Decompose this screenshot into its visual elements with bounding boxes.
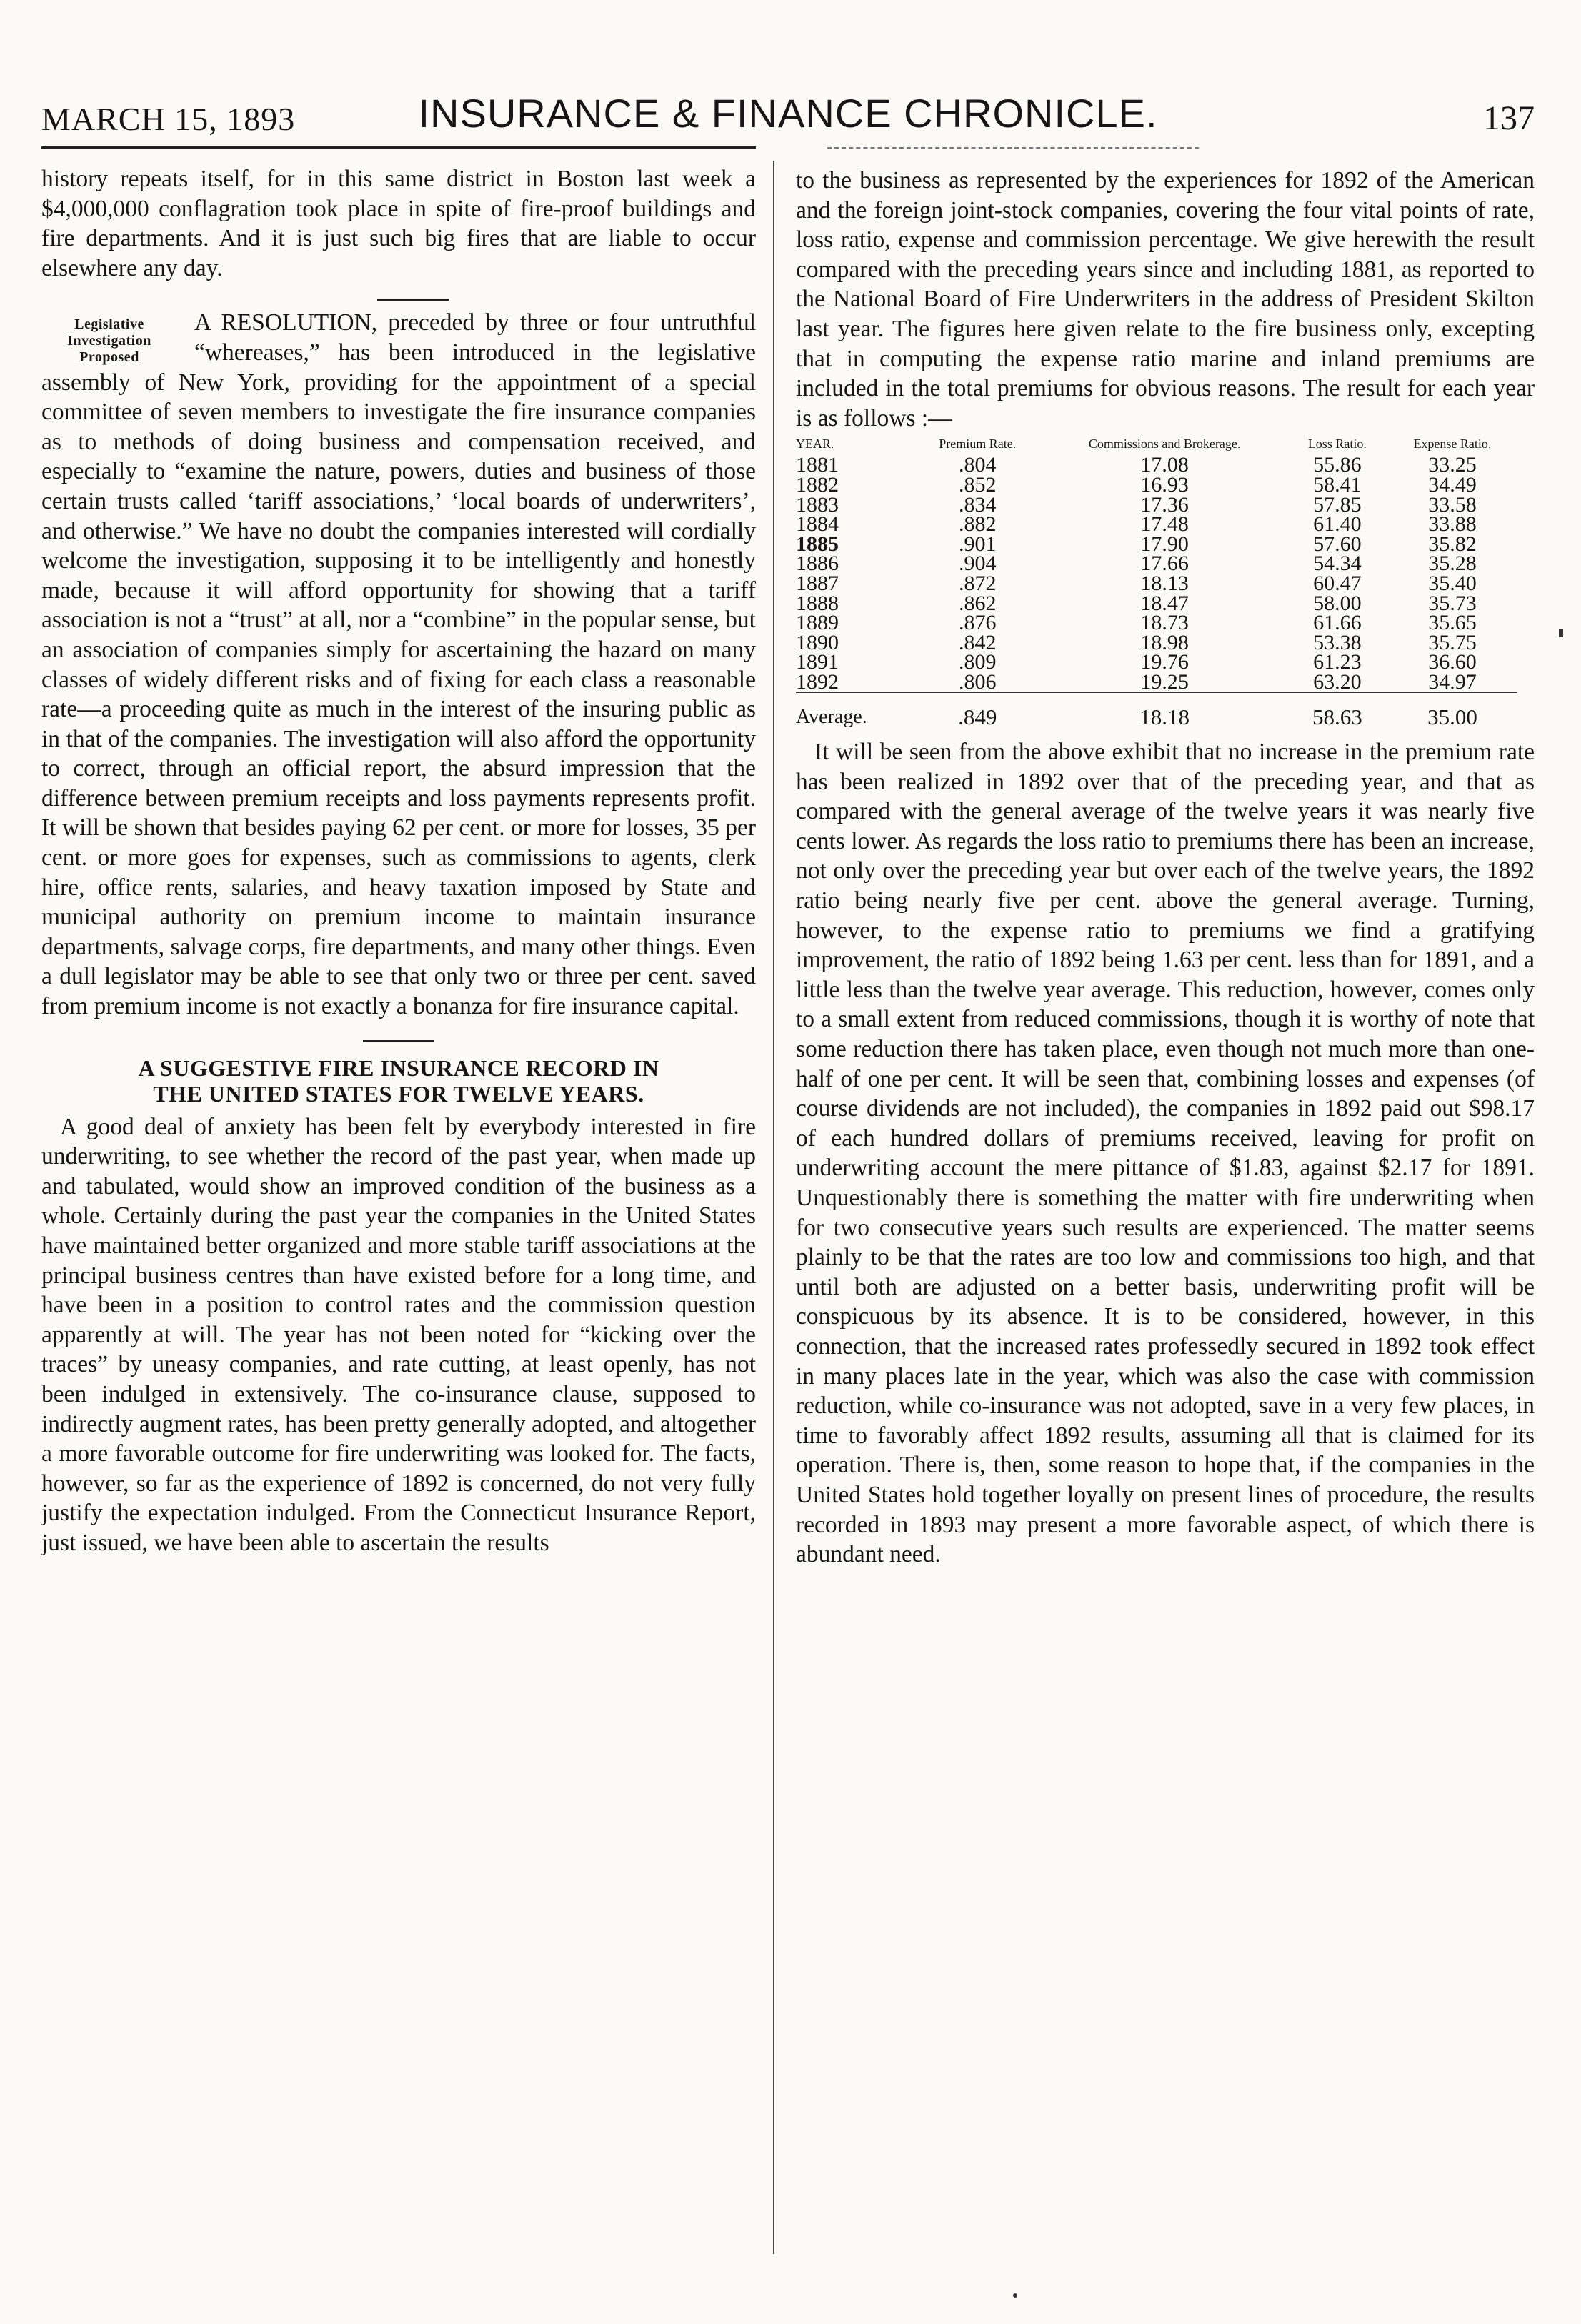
cell-expense: 35.65 — [1428, 611, 1477, 635]
cell-commissions: 18.73 — [1140, 611, 1189, 635]
cell-year: 1888 — [796, 591, 839, 615]
cell-expense: 35.40 — [1428, 571, 1477, 595]
margin-note-line: Proposed — [79, 349, 139, 366]
article-heading — [41, 1055, 756, 1107]
cell-loss: 63.20 — [1313, 669, 1362, 694]
cell-expense: 34.97 — [1428, 669, 1477, 694]
newspaper-page — [41, 0, 1535, 2324]
intro-paragraph: to the business as represented by the experiences for 1892 of the American and the foreign joint-stock companies, covering the four vital points of rate, loss ratio, expense and commission percentage. We give herewith the result compared with the preceding years since and including 1881, as reported to the National Board of Fire Underwriters in the address of President Skilton last year. The figures here given relate to the fire business only, excepting that in computing the expense ratio marine and inland premiums are included in the total premiums for obvious reasons. The result for each year is as follows :— — [796, 167, 1535, 432]
page-speck — [1013, 2293, 1017, 2298]
table-row — [796, 514, 1517, 534]
cell-expense: 33.25 — [1428, 453, 1477, 477]
page-edge-mark — [1559, 629, 1563, 637]
header-year: YEAR. — [796, 437, 834, 452]
cell-commissions: 19.76 — [1140, 650, 1189, 674]
section-rule — [377, 299, 449, 301]
cell-rate: .904 — [959, 552, 997, 576]
cell-commissions: 19.25 — [1140, 669, 1189, 694]
cell-loss: 58.00 — [1313, 591, 1362, 615]
cell-commissions: 17.90 — [1140, 532, 1189, 556]
column-divider — [773, 161, 774, 2254]
closing-paragraph: It will be seen from the above exhibit that no increase in the premium rate has been realized in 1892 over that of the preceding year, and that as compared with the general average of the twelve years it was nearly five cents lower. As regards the loss ratio to premiums there has been an increase, not only over the preceding year but over each of the twelve years, the 1892 ratio being nearly five per cent. above the general average. Turning, however, to the expense ratio to premiums we find a gratifying improvement, the ratio of 1892 being 1.63 per cent. less than for 1891, and a little less than the twelve year average. This reduction, however, comes only to a small extent from reduced commissions, though it is worthy of note that some reduction there has taken place, even though not much more than one-half of one per cent. It will be seen that, combining losses and expenses (of course dividends are not included), the companies in 1892 paid out $98.17 of each hundred dollars of premiums received, leaving for profit on underwriting account the mere pittance of $1.83, against $2.17 for 1891. Unquestionably there is something the matter with fire underwriting when for two consecutive years such results are experienced. The matter seems plainly to be that the rates are too low and commissions too high, and that until both are adjusted on a better basis, underwriting profit will be conspicuous by its absence. It is to be considered, however, in this connection, that the increased rates professedly secured in 1892 took effect in many places late in the year, which was also the case with commission reduction, while co-insurance was not adopted, save in a very few places, in time to favorably affect 1892 results, assuming all that is claimed for its operation. There is, then, some reason to hope that, if the companies in the United States hold together loyally on present lines of procedure, the results recorded in 1893 may present a more favorable aspect, of which there is abundant need. — [796, 739, 1535, 1568]
margin-note-line: Investigation — [67, 333, 151, 349]
article-paragraph: A good deal of anxiety has been felt by everybody interested in fire underwriting, to see whether the record of the past year, when made up and tabulated, would show an improved condition of the business as a whole. Certainly during the past year the companies in the United States have maintained better organized and more stable tariff associations at the principal business centres than have existed before for a long time, and have been in a position to control rates and the commission question apparently at will. The year has not been noted for “kicking over the traces” by uneasy companies, and rate cutting, at least openly, has not been indulged in extensively. The co-insurance clause, supposed to indirectly augment rates, has been pretty generally adopted, and altogether a more favorable outcome for fire underwriting was looked for. The facts, however, so far as the experience of 1892 is concerned, do not very fully justify the expectation indulged. From the Connecticut Insurance Report, just issued, we have been able to ascertain the results — [41, 1113, 756, 1556]
legislative-section — [41, 308, 756, 1021]
cell-year: 1891 — [796, 650, 839, 674]
cell-expense: 35.28 — [1428, 552, 1477, 576]
issue-date: MARCH 15, 1893 — [41, 101, 296, 137]
cell-rate: .806 — [959, 669, 997, 694]
cell-commissions: 18.47 — [1140, 591, 1189, 615]
table-row — [796, 633, 1517, 653]
header-rule-faint — [827, 147, 1199, 149]
cell-year: 1887 — [796, 571, 839, 595]
cell-rate: .882 — [959, 512, 997, 537]
cell-rate: .901 — [959, 532, 997, 556]
resolution-paragraph: A RESOLUTION, preceded by three or four untruthful “whereases,” has been introduced in the legislative assembly of New York, providing for the appointment of a special committee of seven members to investigate the fire insurance companies as to methods of doing business and compensation received, and especially to “examine the nature, powers, duties and business of those certain trusts called ‘tariff associations,’ ‘local boards of underwriters’, and otherwise.” We have no doubt the companies interested will cordially welcome the investigation, supposing it to be intelligently and honestly made, because it will afford opportunity for showing that a tariff association is not a “trust” at all, nor a “combine” in the popular sense, but an association of companies simply for ascertaining the hazard on many classes of widely different risks and of fixing for each class a reasonable rate—a proceeding quite as much in the interest of the insuring public as in that of the companies. The investigation will also afford the opportunity to correct, through an official report, the absurd impression that the difference between premium receipts and loss payments represents profit. It will be shown that besides paying 62 per cent. or more for losses, 35 per cent. or more goes for expenses, such as commissions to agents, clerk hire, office rents, salaries, and heavy taxation imposed by State and municipal authority on premium income to maintain insurance departments, salvage corps, fire departments, and many other things. Even a dull legislator may be able to see that only two or three per cent. saved from premium income is not exactly a bonanza for fire insurance capital. — [41, 309, 756, 1020]
cell-rate: .804 — [959, 453, 997, 477]
cell-expense: 33.58 — [1428, 492, 1477, 517]
article-heading-line: THE UNITED STATES FOR TWELVE YEARS. — [153, 1080, 644, 1107]
cell-commissions: 18.13 — [1140, 571, 1189, 595]
average-commissions: 18.18 — [1042, 692, 1287, 727]
publication-title: INSURANCE & FINANCE CHRONICLE. — [418, 91, 1158, 136]
average-label: Average. — [796, 692, 913, 727]
margin-note-line: Legislative — [74, 316, 144, 333]
table-row — [796, 554, 1517, 574]
cell-commissions: 17.66 — [1140, 552, 1189, 576]
header-premium-rate: Premium Rate. — [939, 437, 1017, 452]
table-row — [796, 574, 1517, 594]
table-row — [796, 672, 1517, 693]
cell-year: 1886 — [796, 552, 839, 576]
cell-expense: 35.82 — [1428, 532, 1477, 556]
cell-rate: .842 — [959, 630, 997, 654]
cell-year: 1881 — [796, 453, 839, 477]
cell-loss: 61.40 — [1313, 512, 1362, 537]
cell-loss: 57.85 — [1313, 492, 1362, 517]
cell-loss: 61.23 — [1313, 650, 1362, 674]
cell-year: 1889 — [796, 611, 839, 635]
header-loss-ratio: Loss Ratio. — [1307, 437, 1367, 452]
table-row — [796, 455, 1517, 475]
average-loss: 58.63 — [1287, 692, 1387, 727]
cell-rate: .852 — [959, 472, 997, 497]
table-row — [796, 495, 1517, 515]
cell-expense: 35.73 — [1428, 591, 1477, 615]
cell-expense: 34.49 — [1428, 472, 1477, 497]
cell-year: 1890 — [796, 630, 839, 654]
cell-loss: 53.38 — [1313, 630, 1362, 654]
page-number: 137 — [1483, 99, 1535, 137]
cell-rate: .862 — [959, 591, 997, 615]
cell-year: 1892 — [796, 669, 839, 694]
header-expense-ratio: Expense Ratio. — [1413, 437, 1492, 452]
cell-year: 1883 — [796, 492, 839, 517]
cell-loss: 54.34 — [1313, 552, 1362, 576]
cell-loss: 55.86 — [1313, 453, 1362, 477]
average-row — [796, 692, 1517, 727]
average-rate: .849 — [913, 692, 1042, 727]
article-heading-line: A SUGGESTIVE FIRE INSURANCE RECORD IN — [138, 1054, 659, 1081]
section-rule — [363, 1040, 434, 1042]
cell-commissions: 18.98 — [1140, 630, 1189, 654]
margin-note — [41, 316, 177, 366]
cell-commissions: 17.48 — [1140, 512, 1189, 537]
cell-expense: 33.88 — [1428, 512, 1477, 537]
cell-loss: 61.66 — [1313, 611, 1362, 635]
cell-loss: 57.60 — [1313, 532, 1362, 556]
cell-year: 1884 — [796, 512, 839, 537]
table-row — [796, 475, 1517, 495]
cell-rate: .834 — [959, 492, 997, 517]
statistics-table — [796, 437, 1517, 730]
header-commissions: Commissions and Brokerage. — [1088, 437, 1241, 452]
table-row — [796, 594, 1517, 614]
table-row — [796, 652, 1517, 672]
cell-loss: 60.47 — [1313, 571, 1362, 595]
cell-year: 1885 — [796, 532, 839, 556]
table-row — [796, 534, 1517, 554]
table-row — [796, 613, 1517, 633]
cell-year: 1882 — [796, 472, 839, 497]
cell-expense: 36.60 — [1428, 650, 1477, 674]
cell-expense: 35.75 — [1428, 630, 1477, 654]
header-rule — [41, 146, 756, 149]
cell-commissions: 17.08 — [1140, 453, 1189, 477]
cell-rate: .876 — [959, 611, 997, 635]
left-column — [41, 164, 756, 1558]
cell-commissions: 16.93 — [1140, 472, 1189, 497]
average-expense: 35.00 — [1387, 692, 1517, 727]
cell-commissions: 17.36 — [1140, 492, 1189, 517]
cell-rate: .872 — [959, 571, 997, 595]
page-header — [41, 86, 1535, 143]
cell-loss: 58.41 — [1313, 472, 1362, 497]
right-column — [796, 166, 1535, 1570]
cell-rate: .809 — [959, 650, 997, 674]
opening-paragraph: history repeats itself, for in this same district in Boston last week a $4,000,000 conflagration took place in spite of fire-proof buildings and fire departments. And it is just such big fires that are liable to occur elsewhere any day. — [41, 166, 756, 281]
